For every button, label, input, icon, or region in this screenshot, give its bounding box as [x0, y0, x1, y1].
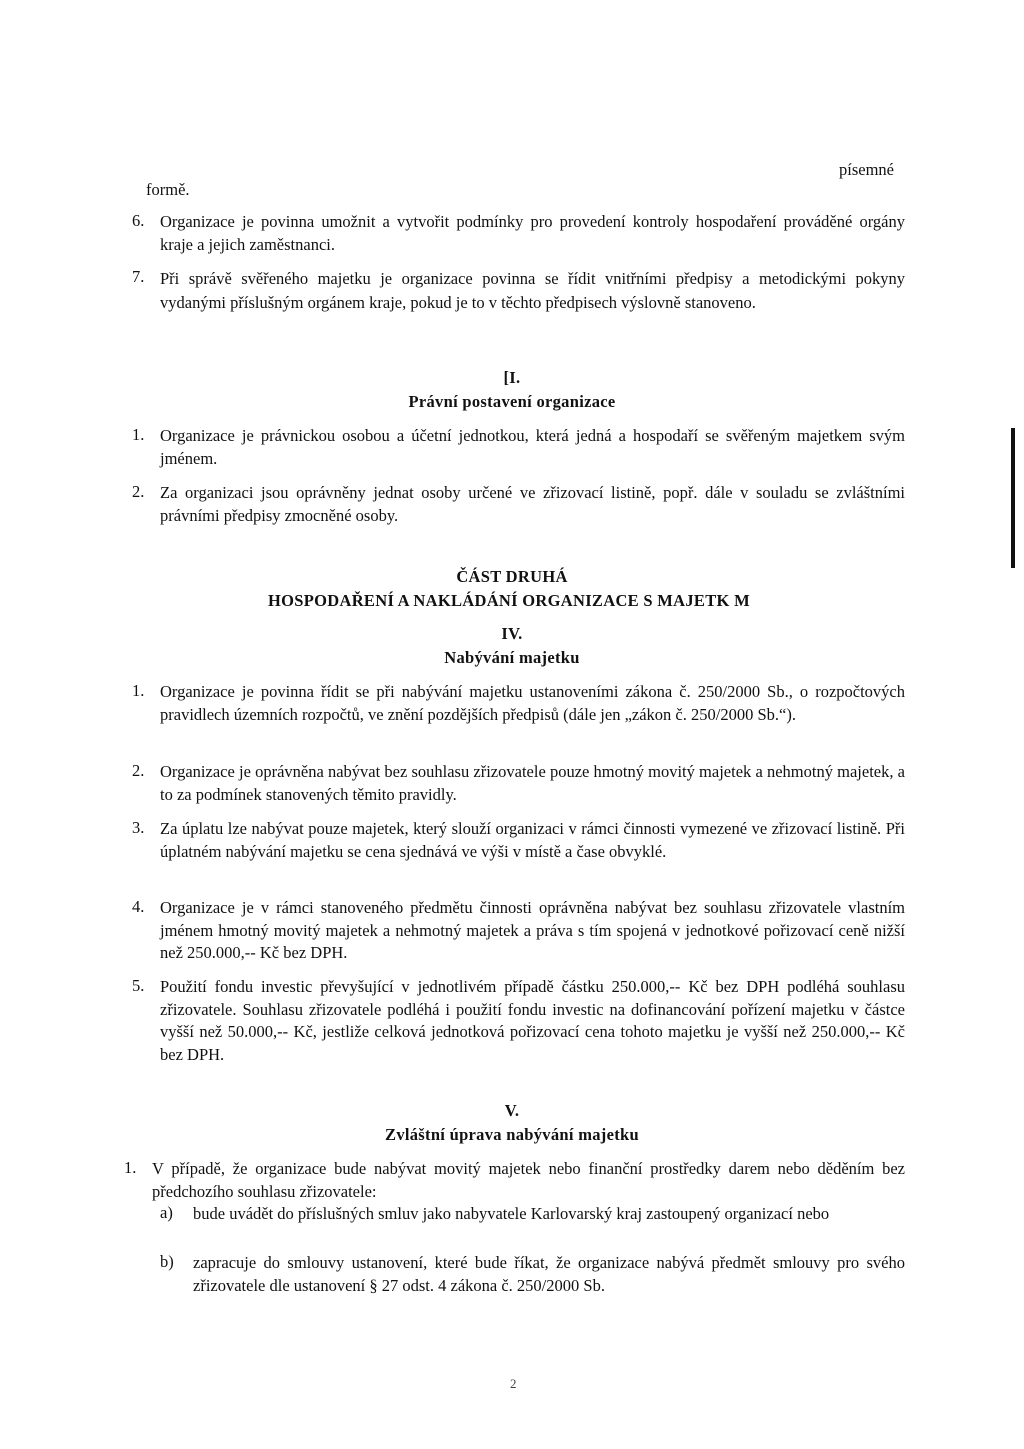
- margin-rule: [1011, 428, 1015, 568]
- paragraph: Organizace je povinna umožnit a vytvořit podmínky pro provedení kontroly hospodaření prováděné orgány kraje a jejich zaměstnanci.: [160, 212, 905, 254]
- subitem-paragraph: bude uvádět do příslušných smluv jako nabyvatele Karlovarský kraj zastoupený organizací nebo: [193, 1204, 830, 1223]
- item-number: 1.: [124, 1158, 137, 1177]
- item-number: 2.: [132, 482, 145, 501]
- section-title: Právní postavení organizace: [408, 392, 616, 411]
- paragraph: Použití fondu investic převyšující v jednotlivém případě částku 250.000,-- Kč bez DPH podléhá souhlasu zřizovatele. Souhlasu zřizovatele podléhá i použití fondu investic na dofinancování pořízení majetku v částce vyšší než 50.000,-- Kč, jestliže celková jednotková pořizovací cena tohoto majetku je vyšší než 250.000,-- Kč bez DPH.: [160, 977, 905, 1064]
- header-right-word: písemné: [839, 160, 894, 179]
- subitem-paragraph: zapracuje do smlouvy ustanovení, které bude říkat, že organizace nabývá předmět smlouvy pro svého zřizovatele dle ustanovení § 27 odst. 4 zákona č. 250/2000 Sb.: [193, 1253, 905, 1295]
- subitem-letter: b): [160, 1252, 174, 1271]
- item-number: 1.: [132, 681, 145, 700]
- subitem-letter: a): [160, 1203, 173, 1222]
- section-number: [I.: [503, 368, 521, 387]
- paragraph: Organizace je právnickou osobou a účetní jednotkou, která jedná a hospodaří se svěřeným majetkem svým jménem.: [160, 426, 905, 468]
- paragraph: Při správě svěřeného majetku je organizace povinna se řídit vnitřními předpisy a metodickými pokyny vydanými příslušným orgánem kraje, pokud je to v těchto předpisech výslovně stanoveno.: [160, 269, 905, 312]
- item-number: 6.: [132, 211, 145, 230]
- section-number: V.: [504, 1101, 520, 1120]
- paragraph: Za organizaci jsou oprávněny jednat osoby určené ve zřizovací listině, popř. dále v souladu se zvláštními právními předpisy zmocněné osoby.: [160, 483, 905, 525]
- page-number: 2: [510, 1376, 517, 1391]
- paragraph: V případě, že organizace bude nabývat movitý majetek nebo finanční prostředky darem nebo děděním bez předchozího souhlasu zřizovatele:: [152, 1159, 905, 1201]
- paragraph: Organizace je povinna řídit se při nabývání majetku ustanoveními zákona č. 250/2000 Sb., o rozpočtových pravidlech územních rozpočtů, ve znění pozdějších předpisů (dále jen „zákon č. 250/2000 Sb.“).: [160, 682, 905, 724]
- section-title: Nabývání majetku: [444, 648, 580, 667]
- paragraph: Organizace je v rámci stanoveného předmětu činnosti oprávněna nabývat bez souhlasu zřizovatele vlastním jménem hmotný movitý majetek a nehmotný majetek a práva s tím spojená v jednotkové pořizovací ceně nižší než 250.000,-- Kč bez DPH.: [160, 898, 905, 962]
- paragraph: Za úplatu lze nabývat pouze majetek, který slouží organizaci v rámci činnosti vymezené ve zřizovací listině. Při úplatném nabývání majetku se cena sjednává ve výši v místě a čase obvyklé.: [160, 819, 905, 861]
- header-left-word: formě.: [146, 180, 190, 199]
- section-number: IV.: [501, 624, 523, 643]
- section-title: Zvláštní úprava nabývání majetku: [385, 1125, 639, 1144]
- item-number: 3.: [132, 818, 145, 837]
- item-number: 4.: [132, 897, 145, 916]
- item-number: 7.: [132, 267, 145, 286]
- item-number: 5.: [132, 976, 145, 995]
- part-title: ČÁST DRUHÁ: [456, 567, 568, 586]
- item-number: 1.: [132, 425, 145, 444]
- part-subtitle: HOSPODAŘENÍ A NAKLÁDÁNÍ ORGANIZACE S MAJETK M: [268, 591, 750, 610]
- item-number: 2.: [132, 761, 145, 780]
- paragraph: Organizace je oprávněna nabývat bez souhlasu zřizovatele pouze hmotný movitý majetek a nehmotný majetek, a to za podmínek stanovených těmito pravidly.: [160, 762, 905, 804]
